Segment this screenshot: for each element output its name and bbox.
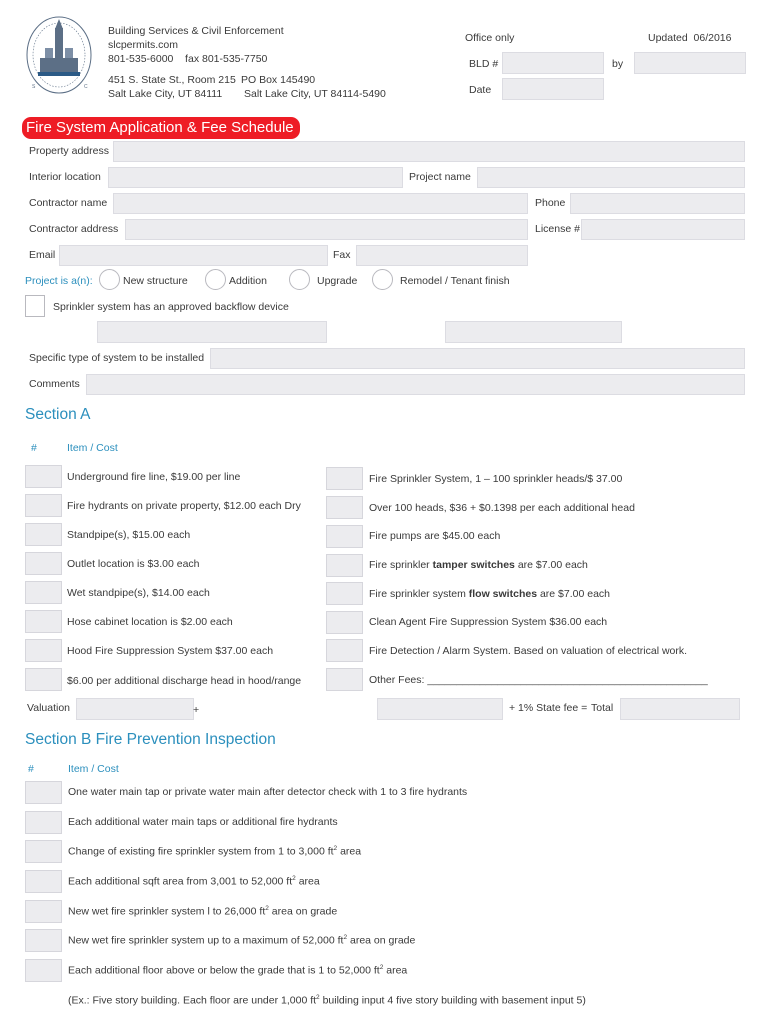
plus-sign: + [193,704,200,716]
contractor-address-input[interactable] [125,219,528,240]
interior-location-input[interactable] [108,167,403,188]
qty-box-a-left-3[interactable] [25,523,62,546]
new-structure-label: New structure [123,275,188,287]
section-a-item: $6.00 per additional discharge head in hood/range [67,675,302,687]
contractor-address-label: Contractor address [29,223,119,235]
contractor-name-label: Contractor name [29,197,108,209]
qty-box-b-5[interactable] [25,900,62,923]
po-box: PO Box 145490 [241,74,316,86]
radio-remodel[interactable] [372,269,393,290]
total-input[interactable] [620,698,740,720]
fax-label: Fax [333,249,351,261]
section-b-item: Change of existing fire sprinkler system from 1 to 3,000 $ft^2$ area [68,845,362,858]
section-a-item: Fire pumps are $45.00 each [369,530,501,542]
section-b-note: (Ex.: Five story building. Each floor are under 1,000 $ft^2$ building input 4 five story building with basement input 5) [68,994,586,1007]
comments-label: Comments [29,378,80,390]
comments-input[interactable] [86,374,745,395]
project-name-label: Project name [409,171,471,183]
section-a-item: Wet standpipe(s), $14.00 each [67,587,210,599]
fax-input[interactable] [356,245,528,266]
section-a-item: Hood Fire Suppression System $37.00 each [67,645,274,657]
qty-box-a-left-8[interactable] [25,668,62,691]
po-city: Salt Lake City, UT 84114-5490 [244,88,386,100]
bld-label: BLD # [469,58,499,70]
license-input[interactable] [581,219,745,240]
bld-input[interactable] [502,52,604,74]
section-a-item: Fire sprinkler tamper switches are $7.00 each [369,559,588,571]
qty-box-b-4[interactable] [25,870,62,893]
email-input[interactable] [59,245,328,266]
qty-box-a-right-3[interactable] [326,525,363,548]
backflow-detail-input-1[interactable] [97,321,327,343]
section-a-item: Over 100 heads, $36 + $0.1398 per each additional head [369,502,635,514]
address-city: Salt Lake City, UT 84111 [108,88,223,100]
section-a-item: Underground fire line, $19.00 per line [67,471,241,483]
website-link[interactable]: slcpermits.com [108,39,179,51]
qty-box-a-left-1[interactable] [25,465,62,488]
project-is-label: Project is a(n): [25,275,93,287]
qty-box-b-2[interactable] [25,811,62,834]
section-a-item: Standpipe(s), $15.00 each [67,529,191,541]
phone-input[interactable] [570,193,745,214]
by-input[interactable] [634,52,746,74]
section-b-heading: Section B Fire Prevention Inspection [25,731,276,748]
state-fee-label: + 1% State fee = [509,702,588,714]
qty-box-b-7[interactable] [25,959,62,982]
backflow-label: Sprinkler system has an approved backflow device [53,301,289,313]
svg-text:C: C [84,84,88,90]
fee-subtotal-input[interactable] [377,698,503,720]
qty-box-a-right-8[interactable] [326,668,363,691]
section-a-item: Fire sprinkler system flow switches are $7.00 each [369,588,611,600]
section-b-item: New wet fire sprinkler system up to a maximum of 52,000 $ft^2$ area on grade [68,934,416,947]
section-b-item: Each additional floor above or below the grade that is 1 to 52,000 $ft^2$ area [68,964,408,977]
section-b-num-header: # [28,763,34,775]
section-b-item: New wet fire sprinkler system l to 26,000 $ft^2$ area on grade [68,905,338,918]
backflow-checkbox[interactable] [25,295,45,317]
project-name-input[interactable] [477,167,745,188]
radio-new-structure[interactable] [99,269,120,290]
radio-addition[interactable] [205,269,226,290]
section-a-item: Fire Detection / Alarm System. Based on valuation of electrical work. [369,645,688,657]
qty-box-a-right-6[interactable] [326,611,363,634]
section-a-item: Fire Sprinkler System, 1 – 100 sprinkler heads/$ 37.00 [369,473,623,485]
license-label: License # [535,223,580,235]
valuation-label: Valuation [27,702,71,714]
phone-label: Phone [535,197,566,209]
date-label: Date [469,84,492,96]
specific-type-label: Specific type of system to be installed [29,352,205,364]
section-a-item-header: Item / Cost [67,442,118,454]
qty-box-b-6[interactable] [25,929,62,952]
section-b-item: Each additional sqft area from 3,001 to 52,000 $ft^2$ area [68,875,320,888]
qty-box-b-3[interactable] [25,840,62,863]
section-b-item: Each additional water main taps or additional fire hydrants [68,816,338,828]
property-address-label: Property address [29,145,109,157]
qty-box-a-left-6[interactable] [25,610,62,633]
section-a-item: Outlet location is $3.00 each [67,558,200,570]
by-label: by [612,58,624,70]
section-a-num-header: # [31,442,37,454]
qty-box-a-left-7[interactable] [25,639,62,662]
date-input[interactable] [502,78,604,100]
address-street: 451 S. State St., Room 215 [108,74,236,86]
section-a-item: Clean Agent Fire Suppression System $36.00 each [369,616,608,628]
phone-fax: 801-535-6000 fax 801-535-7750 [108,53,268,65]
office-only-label: Office only [465,32,515,44]
backflow-detail-input-2[interactable] [445,321,622,343]
section-b-item: One water main tap or private water main after detector check with 1 to 3 fire hydrants [68,786,468,798]
total-label: Total [591,702,614,714]
specific-type-input[interactable] [210,348,745,369]
qty-box-a-left-5[interactable] [25,581,62,604]
addition-label: Addition [229,275,267,287]
other-fees-label: Other Fees: ________________________________________________ [369,674,708,686]
form-title: Fire System Application & Fee Schedule [22,117,300,139]
qty-box-a-left-2[interactable] [25,494,62,517]
qty-box-a-right-1[interactable] [326,467,363,490]
updated-date: Updated 06/2016 [648,32,732,44]
qty-box-a-right-5[interactable] [326,582,363,605]
qty-box-a-right-4[interactable] [326,554,363,577]
city-seal-logo [24,14,94,96]
section-a-heading: Section A [25,406,91,423]
section-b-item-header: Item / Cost [68,763,119,775]
svg-text:S: S [32,84,36,90]
contractor-name-input[interactable] [113,193,528,214]
org-name: Building Services & Civil Enforcement [108,25,284,37]
section-a-item: Fire hydrants on private property, $12.00 each Dry [67,500,301,512]
remodel-label: Remodel / Tenant finish [400,275,510,287]
upgrade-label: Upgrade [317,275,358,287]
qty-box-a-right-7[interactable] [326,639,363,662]
email-label: Email [29,249,56,261]
qty-box-a-right-2[interactable] [326,496,363,519]
qty-box-b-1[interactable] [25,781,62,804]
qty-box-a-left-4[interactable] [25,552,62,575]
section-a-item: Hose cabinet location is $2.00 each [67,616,233,628]
property-address-input[interactable] [113,141,745,162]
radio-upgrade[interactable] [289,269,310,290]
interior-location-label: Interior location [29,171,101,183]
valuation-input[interactable] [76,698,194,720]
